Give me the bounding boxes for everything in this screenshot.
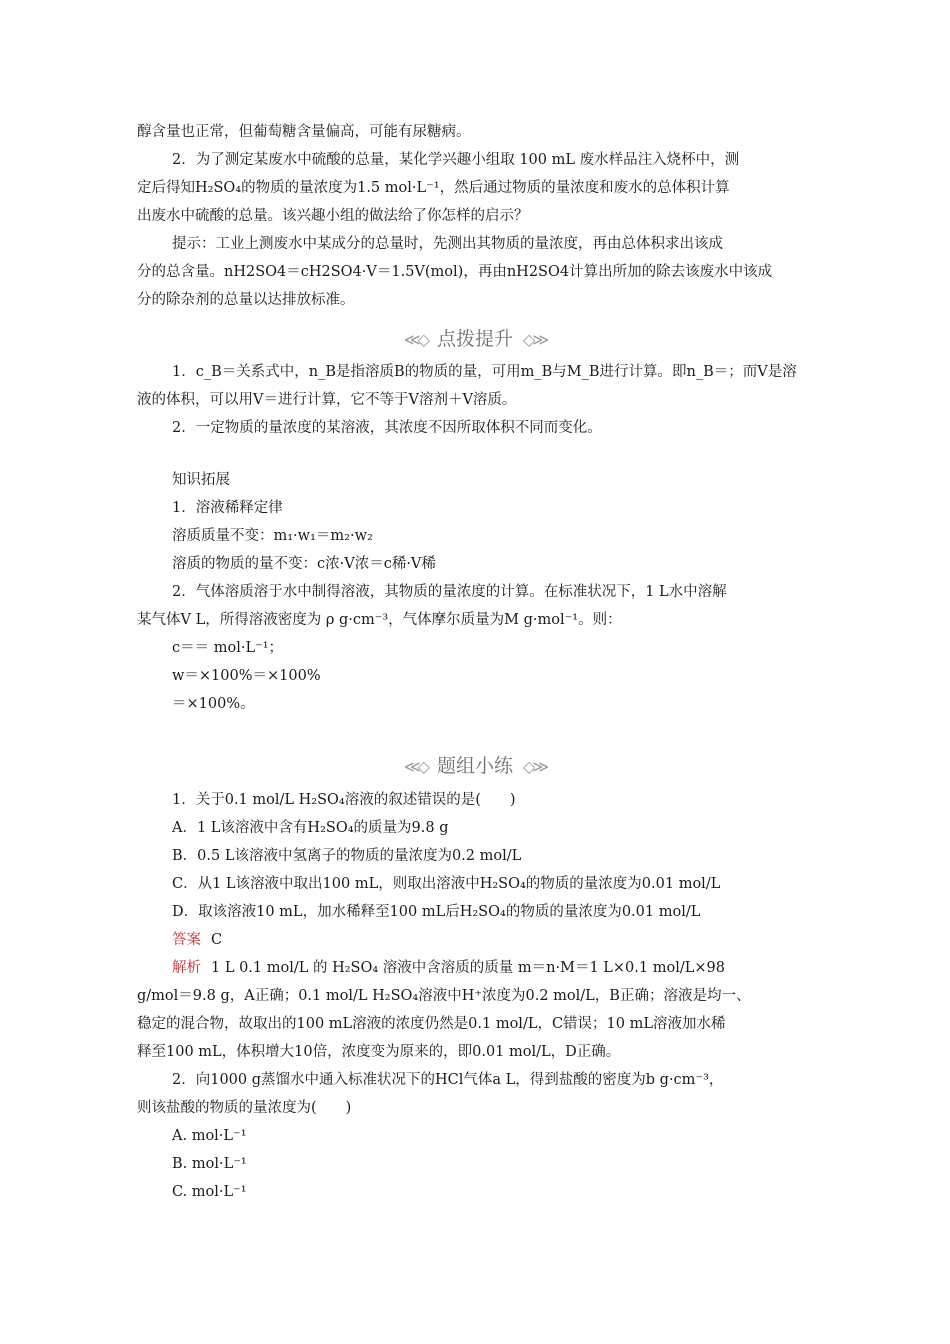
section-banner-tips [0, 326, 950, 353]
section-title: 点拨提升 [436, 328, 513, 350]
text-line: 定后得知H₂SO₄的物质的量浓度为1.5 mol·L⁻¹，然后通过物质的量浓度和废水的总体积计算 [137, 180, 730, 196]
text-line: 液的体积，可以用V＝进行计算，它不等于V溶剂＋V溶质。 [137, 392, 517, 408]
text-line: 1．溶液稀释定律 [172, 500, 283, 516]
banner-decoration-left: ≪◇ [403, 757, 427, 776]
banner-decoration-left: ≪◇ [403, 330, 427, 349]
hint-paragraph: 提示：工业上测废水中某成分的总量时，先测出其物质的量浓度，再由总体积求出该成 [172, 236, 723, 252]
text-line: 则该盐酸的物质的量浓度为( ) [137, 1100, 352, 1116]
text-line: 溶质的物质的量不变：c浓·V浓＝c稀·V稀 [172, 556, 436, 572]
formula-line: c＝＝ mol·L⁻¹； [172, 640, 284, 656]
text-line: 2．一定物质的量浓度的某溶液，其浓度不因所取体积不同而变化。 [172, 420, 602, 436]
option-b: B. mol·L⁻¹ [172, 1156, 247, 1172]
banner-decoration-right: ◇≫ [523, 330, 547, 349]
text-line: 释至100 mL，体积增大10倍，浓度变为原来的，即0.01 mol/L，D正确。 [137, 1044, 621, 1060]
option-a: A．1 L该溶液中含有H₂SO₄的质量为9.8 g [172, 820, 449, 836]
question-1-stem: 1．关于0.1 mol/L H₂SO₄溶液的叙述错误的是( ) [172, 792, 516, 808]
text-line: 某气体V L，所得溶液密度为 ρ g·cm⁻³，气体摩尔质量为M g·mol⁻¹。则： [137, 612, 622, 628]
analysis-text: 1 L 0.1 mol/L 的 H₂SO₄ 溶液中含溶质的质量 m＝n·M＝1 L×0.1 mol/L×98 [211, 960, 725, 976]
section-title: 题组小练 [436, 755, 513, 777]
formula-line: ＝×100%。 [172, 696, 255, 712]
option-c: C. mol·L⁻¹ [172, 1184, 247, 1200]
formula-line: w＝×100%＝×100% [172, 668, 321, 684]
answer-value: C [211, 932, 223, 948]
text-line: 醇含量也正常，但葡萄糖含量偏高，可能有尿糖病。 [137, 124, 471, 140]
text-line: 分的除杂剂的总量以达排放标准。 [137, 292, 355, 308]
text-line: 2．气体溶质溶于水中制得溶液，其物质的量浓度的计算。在标准状况下，1 L水中溶解 [172, 584, 727, 600]
text-line: 出废水中硫酸的总量。该兴趣小组的做法给了你怎样的启示？ [137, 208, 529, 224]
section-banner-practice [0, 753, 950, 780]
text-line: g/mol＝9.8 g，A正确；0.1 mol/L H₂SO₄溶液中H⁺浓度为0.2 mol/L，B正确；溶液是均一、 [137, 988, 751, 1004]
question-2-stem: 2．为了测定某废水中硫酸的总量，某化学兴趣小组取 100 mL 废水样品注入烧杯中，测 [172, 152, 740, 168]
text-line: 分的总含量。nH2SO4＝cH2SO4·V＝1.5V(mol)，再由nH2SO4计算出所加的除去该废水中该成 [137, 264, 773, 280]
answer-label: 答案 [172, 932, 201, 948]
text-line: 稳定的混合物，故取出的100 mL溶液的浓度仍然是0.1 mol/L，C错误；10 mL溶液加水稀 [137, 1016, 726, 1032]
banner-decoration-right: ◇≫ [523, 757, 547, 776]
analysis-line [172, 958, 852, 978]
text-line: 1．c_B＝关系式中，n_B是指溶质B的物质的量，可用m_B与M_B进行计算。即n_B＝；而V是溶 [172, 364, 797, 380]
option-d: D．取该溶液10 mL，加水稀释至100 mL后H₂SO₄的物质的量浓度为0.01 mol/L [172, 904, 701, 920]
option-a: A. mol·L⁻¹ [172, 1128, 247, 1144]
analysis-label: 解析 [172, 960, 201, 976]
option-c: C．从1 L该溶液中取出100 mL，则取出溶液中H₂SO₄的物质的量浓度为0.01 mol/L [172, 876, 721, 892]
question-2-stem: 2．向1000 g蒸馏水中通入标准状况下的HCl气体a L，得到盐酸的密度为b g·cm⁻³， [172, 1072, 724, 1088]
answer-line [172, 930, 852, 950]
option-b: B．0.5 L该溶液中氢离子的物质的量浓度为0.2 mol/L [172, 848, 522, 864]
text-line: 溶质质量不变：m₁·w₁＝m₂·w₂ [172, 528, 373, 544]
subsection-heading: 知识拓展 [172, 472, 230, 488]
